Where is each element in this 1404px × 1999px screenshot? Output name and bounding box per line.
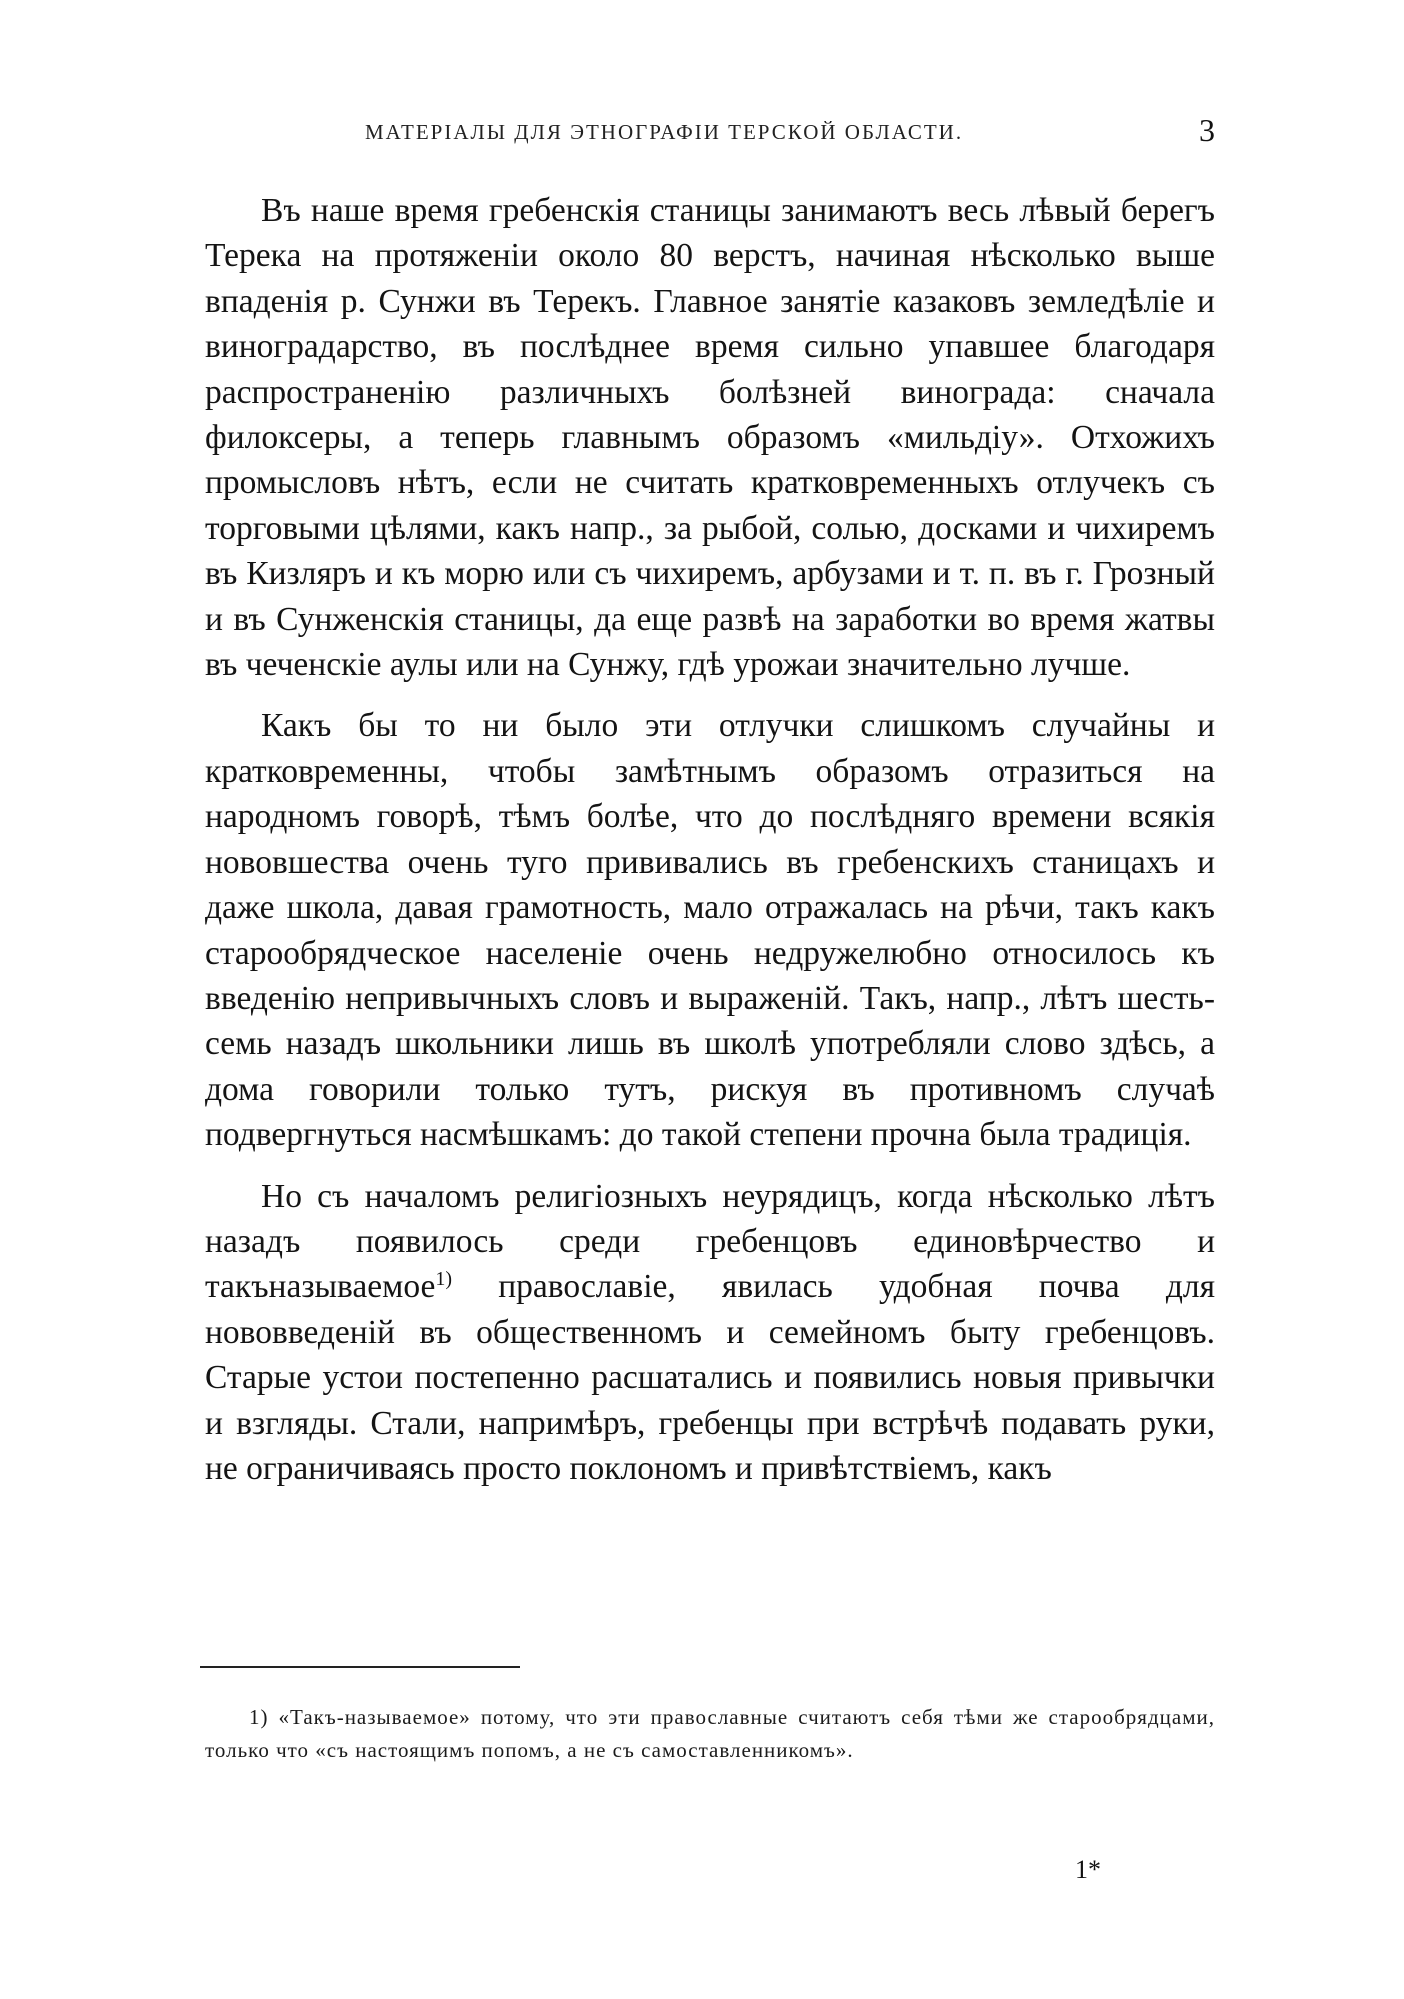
running-head bbox=[205, 112, 1215, 152]
paragraph-2: Какъ бы то ни было эти отлучки слишкомъ случайны и кратковременны, чтобы замѣтнымъ образомъ отразиться на народномъ говорѣ, тѣмъ болѣе, что до послѣдняго времени всякія нововшества очень туго прививались въ гребенскихъ станицахъ и даже школа, давая грамотность, мало отражалась на рѣчи, такъ какъ старообрядческое населеніе очень недружелюбно относилось къ введенію непривычныхъ словъ и выраженій. Такъ, напр., лѣтъ шесть-семь назадъ школьники лишь въ школѣ употребляли слово здѣсь, а дома говорили только тутъ, рискуя въ противномъ случаѣ подвергнуться насмѣшкамъ: до такой степени прочна была традиція. bbox=[205, 707, 1215, 1154]
footnote-text: «Такъ-называемое» потому, что эти православные считаютъ себя тѣми же старообрядцами, только что «съ настоящимъ попомъ, а не съ самоставленникомъ». bbox=[205, 1705, 1215, 1762]
paragraph-3-text-after-note: православіе, явилась удобная почва для нововведеній въ общественномъ и семейномъ быту гребенцовъ. Старые устои постепенно расшатались и появились новыя привычки и взгляды. Стали, напримѣръ, гребенцы при встрѣчѣ подавать руки, не ограничиваясь просто поклономъ и привѣтствіемъ, какъ bbox=[205, 1268, 1215, 1487]
running-title: МАТЕРІАЛЫ ДЛЯ ЭТНОГРАФІИ ТЕРСКОЙ ОБЛАСТИ. bbox=[365, 120, 964, 144]
page-number: 3 bbox=[1199, 112, 1215, 148]
paragraph-1: Въ наше время гребенскія станицы занимаютъ весь лѣвый берегъ Терека на протяженіи около 80 верстъ, начиная нѣсколько выше впаденія р. Сунжи въ Терекъ. Главное занятіе казаковъ земледѣліе и виноградарство, въ послѣднее время сильно упавшее благодаря распространенію различныхъ болѣзней винограда: сначала филоксеры, а теперь главнымъ образомъ «мильдіу». Отхожихъ промысловъ нѣтъ, если не считать кратковременныхъ отлучекъ съ торговыми цѣлями, какъ напр., за рыбой, солью, досками и чихиремъ въ Кизляръ и къ морю или съ чихиремъ, арбузами и т. п. въ г. Грозный и въ Сунженскія станицы, да еще развѣ на заработки во время жатвы въ чеченскіе аулы или на Сунжу, гдѣ урожаи значительно лучше. bbox=[205, 192, 1215, 684]
footnote-marker: 1) bbox=[249, 1705, 269, 1729]
main-text bbox=[205, 188, 1215, 1491]
footnote bbox=[205, 1701, 1215, 1767]
footnote-divider bbox=[200, 1666, 520, 1668]
paragraph-3-text-before-note: Но съ началомъ религіозныхъ неурядицъ, когда нѣсколько лѣтъ назадъ появилось среди гребенцовъ единовѣрчество и такъназываемое bbox=[205, 1177, 1215, 1306]
paragraph-3 bbox=[205, 1174, 1215, 1492]
printer-signature-mark: 1* bbox=[1075, 1855, 1101, 1884]
footnote-reference[interactable]: 1) bbox=[435, 1268, 453, 1291]
